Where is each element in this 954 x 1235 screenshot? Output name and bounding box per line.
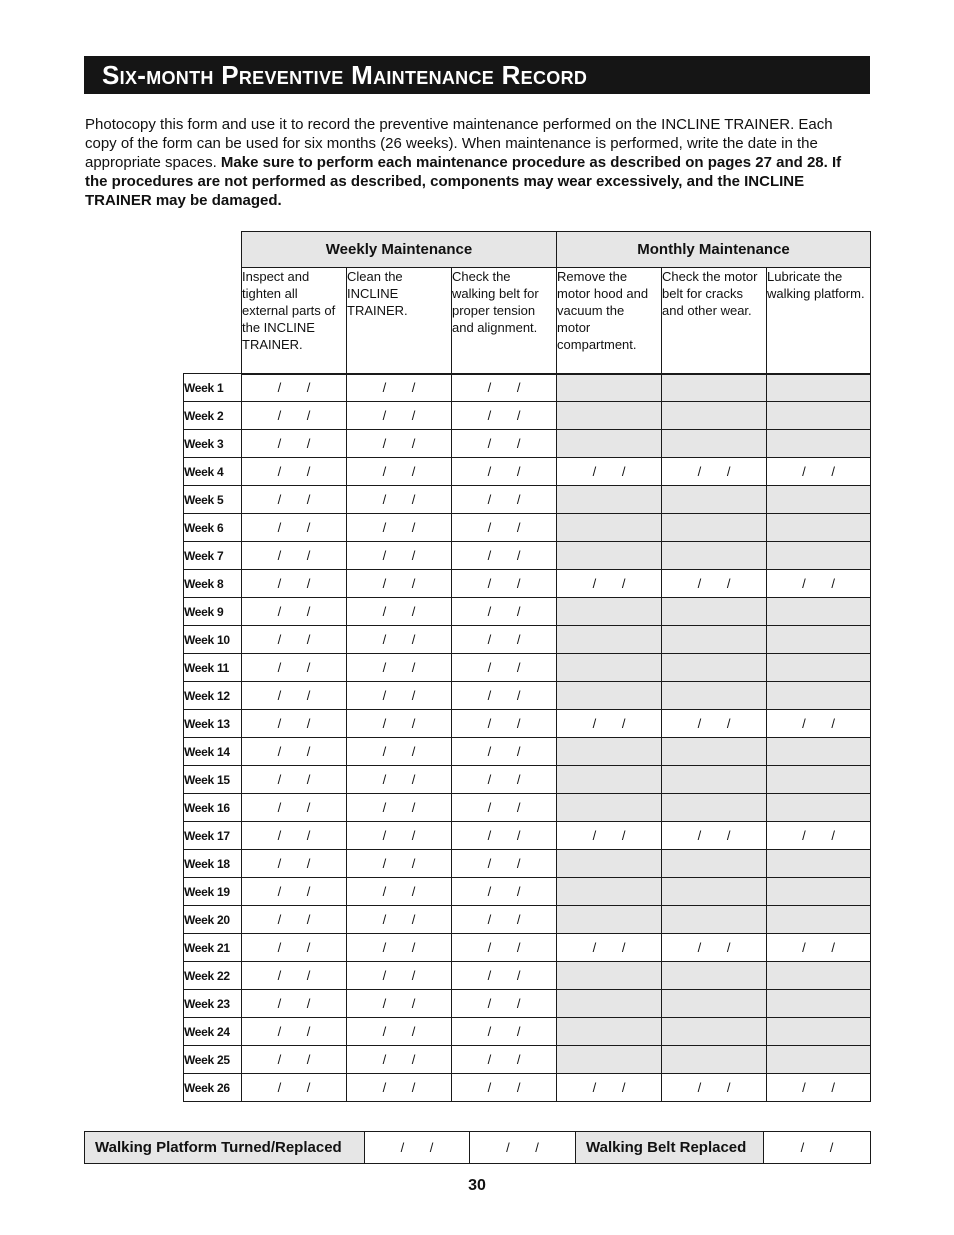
week-row (184, 1046, 871, 1074)
week-row (184, 430, 871, 458)
date-field[interactable]: / / (557, 1074, 662, 1102)
shaded-cell (662, 514, 767, 542)
shaded-cell (557, 430, 662, 458)
shaded-cell (767, 962, 871, 990)
shaded-cell (557, 962, 662, 990)
date-field[interactable]: / / (347, 374, 452, 402)
shaded-cell (767, 990, 871, 1018)
intro-text: Photocopy this form and use it to record the preventive maintenance performed on the INCLINE TRAINER. Each copy of the form can be used for six months (26 weeks). When maintenance is performed, write the date in the appropriate spaces. (85, 116, 833, 171)
shaded-cell (662, 542, 767, 570)
date-field[interactable]: / / (347, 570, 452, 598)
date-field[interactable]: / / (347, 458, 452, 486)
week-row (184, 906, 871, 934)
shaded-cell (557, 990, 662, 1018)
week-row (184, 990, 871, 1018)
shaded-cell (662, 962, 767, 990)
week-row (184, 514, 871, 542)
week-label: Week 7 (184, 542, 242, 570)
date-field[interactable]: / / (347, 794, 452, 822)
task-check-motor-belt: Check the motor belt for cracks and other wear. (662, 268, 767, 374)
week-row (184, 850, 871, 878)
shaded-cell (662, 766, 767, 794)
week-label: Week 26 (184, 1074, 242, 1102)
date-field[interactable]: / / (242, 542, 347, 570)
shaded-cell (662, 850, 767, 878)
date-field[interactable]: / / (662, 1074, 767, 1102)
shaded-cell (767, 850, 871, 878)
week-row (184, 962, 871, 990)
date-field[interactable]: / / (242, 458, 347, 486)
shaded-cell (557, 598, 662, 626)
date-field[interactable]: / / (242, 822, 347, 850)
week-row (184, 542, 871, 570)
week-row (184, 458, 871, 486)
date-field[interactable]: / / (347, 626, 452, 654)
shaded-cell (767, 402, 871, 430)
week-row (184, 1074, 871, 1102)
page-title: Six-month Preventive Maintenance Record (84, 56, 870, 94)
shaded-cell (557, 542, 662, 570)
shaded-cell (767, 878, 871, 906)
date-field[interactable]: / / (347, 822, 452, 850)
date-field[interactable]: / / (452, 878, 557, 906)
date-field[interactable]: / / (452, 962, 557, 990)
date-field[interactable]: / / (347, 1046, 452, 1074)
shaded-cell (662, 486, 767, 514)
date-field[interactable]: / / (767, 710, 871, 738)
date-field[interactable]: / / (452, 514, 557, 542)
week-label: Week 23 (184, 990, 242, 1018)
shaded-cell (662, 374, 767, 402)
date-field[interactable]: / / (452, 598, 557, 626)
date-field[interactable]: / / (242, 766, 347, 794)
date-field[interactable]: / / (662, 710, 767, 738)
date-field[interactable]: / / (347, 402, 452, 430)
date-field[interactable]: / / (347, 738, 452, 766)
week-label: Week 8 (184, 570, 242, 598)
week-row (184, 486, 871, 514)
shaded-cell (557, 1046, 662, 1074)
belt-replaced-label: Walking Belt Replaced (576, 1132, 764, 1164)
date-field[interactable]: / / (347, 766, 452, 794)
date-field[interactable]: / / (452, 486, 557, 514)
shaded-cell (557, 682, 662, 710)
week-row (184, 374, 871, 402)
shaded-cell (767, 374, 871, 402)
date-field[interactable]: / / (452, 850, 557, 878)
week-label: Week 24 (184, 1018, 242, 1046)
date-field[interactable]: / / (347, 514, 452, 542)
shaded-cell (767, 906, 871, 934)
date-field[interactable]: / / (347, 654, 452, 682)
date-field[interactable]: / / (347, 682, 452, 710)
week-row (184, 654, 871, 682)
shaded-cell (662, 878, 767, 906)
date-field[interactable]: / / (347, 934, 452, 962)
date-field[interactable]: / / (242, 710, 347, 738)
task-check-belt: Check the walking belt for proper tension and alignment. (452, 268, 557, 374)
date-field[interactable]: / / (767, 934, 871, 962)
shaded-cell (767, 1018, 871, 1046)
date-field[interactable]: / / (767, 458, 871, 486)
date-field[interactable]: / / (347, 1018, 452, 1046)
shaded-cell (557, 906, 662, 934)
shaded-cell (662, 906, 767, 934)
belt-date-field[interactable]: / / (764, 1132, 871, 1164)
platform-date-field[interactable]: / / (365, 1132, 470, 1164)
date-field[interactable]: / / (452, 458, 557, 486)
date-field[interactable]: / / (347, 486, 452, 514)
week-row (184, 766, 871, 794)
date-field[interactable]: / / (242, 402, 347, 430)
week-row (184, 878, 871, 906)
date-field[interactable]: / / (452, 710, 557, 738)
shaded-cell (767, 626, 871, 654)
week-label: Week 15 (184, 766, 242, 794)
shaded-cell (767, 514, 871, 542)
date-field[interactable]: / / (242, 514, 347, 542)
week-row (184, 682, 871, 710)
shaded-cell (557, 374, 662, 402)
shaded-cell (557, 654, 662, 682)
shaded-cell (767, 794, 871, 822)
date-field[interactable]: / / (557, 934, 662, 962)
week-row (184, 598, 871, 626)
shaded-cell (557, 626, 662, 654)
date-field[interactable]: / / (347, 598, 452, 626)
date-field[interactable]: / / (347, 430, 452, 458)
week-label: Week 18 (184, 850, 242, 878)
shaded-cell (767, 1046, 871, 1074)
date-field[interactable]: / / (452, 402, 557, 430)
date-field[interactable]: / / (767, 570, 871, 598)
week-label: Week 14 (184, 738, 242, 766)
date-field[interactable]: / / (347, 962, 452, 990)
shaded-cell (662, 682, 767, 710)
page-number: 30 (468, 1177, 486, 1194)
task-lubricate: Lubricate the walking platform. (767, 268, 871, 374)
week-row (184, 402, 871, 430)
monthly-maintenance-header: Monthly Maintenance (557, 232, 871, 268)
shaded-cell (557, 878, 662, 906)
date-field[interactable]: / / (242, 374, 347, 402)
shaded-cell (767, 430, 871, 458)
date-field[interactable]: / / (452, 906, 557, 934)
week-label: Week 19 (184, 878, 242, 906)
date-field[interactable]: / / (242, 934, 347, 962)
date-field[interactable]: / / (662, 934, 767, 962)
week-label: Week 22 (184, 962, 242, 990)
date-field[interactable]: / / (662, 570, 767, 598)
shaded-cell (557, 794, 662, 822)
date-field[interactable]: / / (242, 598, 347, 626)
date-field[interactable]: / / (557, 458, 662, 486)
shaded-cell (557, 514, 662, 542)
task-inspect-tighten: Inspect and tighten all external parts of the INCLINE TRAINER. (242, 268, 347, 374)
date-field[interactable]: / / (452, 682, 557, 710)
date-field[interactable]: / / (347, 990, 452, 1018)
date-field[interactable]: / / (662, 458, 767, 486)
week-label: Week 5 (184, 486, 242, 514)
week-row (184, 738, 871, 766)
date-field[interactable]: / / (767, 1074, 871, 1102)
date-field[interactable]: / / (242, 1074, 347, 1102)
date-field[interactable]: / / (242, 738, 347, 766)
week-row (184, 570, 871, 598)
week-row (184, 934, 871, 962)
week-row (184, 794, 871, 822)
date-field[interactable]: / / (557, 570, 662, 598)
date-field[interactable]: / / (452, 1046, 557, 1074)
week-label: Week 13 (184, 710, 242, 738)
shaded-cell (662, 654, 767, 682)
date-field[interactable]: / / (347, 542, 452, 570)
week-label: Week 10 (184, 626, 242, 654)
shaded-cell (557, 766, 662, 794)
shaded-cell (662, 990, 767, 1018)
shaded-cell (662, 402, 767, 430)
date-field[interactable]: / / (242, 486, 347, 514)
date-field[interactable]: / / (452, 794, 557, 822)
date-field[interactable]: / / (347, 1074, 452, 1102)
shaded-cell (557, 402, 662, 430)
shaded-cell (767, 766, 871, 794)
week-row (184, 822, 871, 850)
week-label: Week 21 (184, 934, 242, 962)
week-label: Week 6 (184, 514, 242, 542)
date-field[interactable]: / / (662, 822, 767, 850)
weekly-maintenance-header: Weekly Maintenance (242, 232, 557, 268)
date-field[interactable]: / / (347, 906, 452, 934)
week-label: Week 17 (184, 822, 242, 850)
shaded-cell (557, 738, 662, 766)
date-field[interactable]: / / (767, 822, 871, 850)
date-field[interactable]: / / (452, 934, 557, 962)
date-field[interactable]: / / (242, 682, 347, 710)
date-field[interactable]: / / (242, 794, 347, 822)
date-field[interactable]: / / (452, 1018, 557, 1046)
shaded-cell (557, 850, 662, 878)
shaded-cell (557, 486, 662, 514)
week-row (184, 710, 871, 738)
date-field[interactable]: / / (452, 542, 557, 570)
date-field[interactable]: / / (452, 766, 557, 794)
date-field[interactable]: / / (242, 1018, 347, 1046)
intro-paragraph (85, 115, 865, 210)
week-label: Week 20 (184, 906, 242, 934)
date-field[interactable]: / / (242, 626, 347, 654)
date-field[interactable]: / / (452, 430, 557, 458)
task-clean: Clean the INCLINE TRAINER. (347, 268, 452, 374)
shaded-cell (662, 794, 767, 822)
shaded-cell (662, 598, 767, 626)
shaded-cell (662, 738, 767, 766)
date-field[interactable]: / / (452, 570, 557, 598)
week-label: Week 2 (184, 402, 242, 430)
shaded-cell (662, 1018, 767, 1046)
week-label: Week 12 (184, 682, 242, 710)
week-label: Week 3 (184, 430, 242, 458)
date-field[interactable]: / / (452, 1074, 557, 1102)
shaded-cell (662, 1046, 767, 1074)
corner-blank (184, 268, 242, 374)
shaded-cell (662, 430, 767, 458)
week-label: Week 11 (184, 654, 242, 682)
replacement-record (84, 1131, 871, 1164)
date-field[interactable]: / / (242, 654, 347, 682)
shaded-cell (557, 1018, 662, 1046)
date-field[interactable]: / / (452, 990, 557, 1018)
date-field[interactable]: / / (557, 822, 662, 850)
date-field[interactable]: / / (452, 626, 557, 654)
week-label: Week 1 (184, 374, 242, 402)
date-field[interactable]: / / (347, 710, 452, 738)
shaded-cell (767, 542, 871, 570)
shaded-cell (662, 626, 767, 654)
intro-warning: Make sure to perform each maintenance procedure as described on pages 27 and 28. If the procedures are not performed as described, components may wear excessively, and the INCLINE TRAINER may be damaged. (85, 154, 842, 209)
shaded-cell (767, 738, 871, 766)
week-row (184, 626, 871, 654)
date-field[interactable]: / / (557, 710, 662, 738)
shaded-cell (767, 654, 871, 682)
corner-blank (184, 232, 242, 268)
week-label: Week 4 (184, 458, 242, 486)
date-field[interactable]: / / (242, 850, 347, 878)
week-label: Week 25 (184, 1046, 242, 1074)
week-label: Week 16 (184, 794, 242, 822)
date-field[interactable]: / / (242, 570, 347, 598)
shaded-cell (767, 598, 871, 626)
week-label: Week 9 (184, 598, 242, 626)
week-row (184, 1018, 871, 1046)
shaded-cell (767, 682, 871, 710)
date-field[interactable]: / / (452, 738, 557, 766)
platform-turned-label: Walking Platform Turned/Replaced (85, 1132, 365, 1164)
date-field[interactable]: / / (242, 878, 347, 906)
date-field[interactable]: / / (242, 430, 347, 458)
platform-date-field[interactable]: / / (470, 1132, 576, 1164)
date-field[interactable]: / / (452, 654, 557, 682)
date-field[interactable]: / / (347, 878, 452, 906)
date-field[interactable]: / / (452, 374, 557, 402)
date-field[interactable]: / / (242, 1046, 347, 1074)
date-field[interactable]: / / (242, 990, 347, 1018)
date-field[interactable]: / / (347, 850, 452, 878)
date-field[interactable]: / / (452, 822, 557, 850)
date-field[interactable]: / / (242, 906, 347, 934)
date-field[interactable]: / / (242, 962, 347, 990)
shaded-cell (767, 486, 871, 514)
maintenance-table (183, 231, 871, 1102)
task-vacuum-motor: Remove the motor hood and vacuum the motor compartment. (557, 268, 662, 374)
